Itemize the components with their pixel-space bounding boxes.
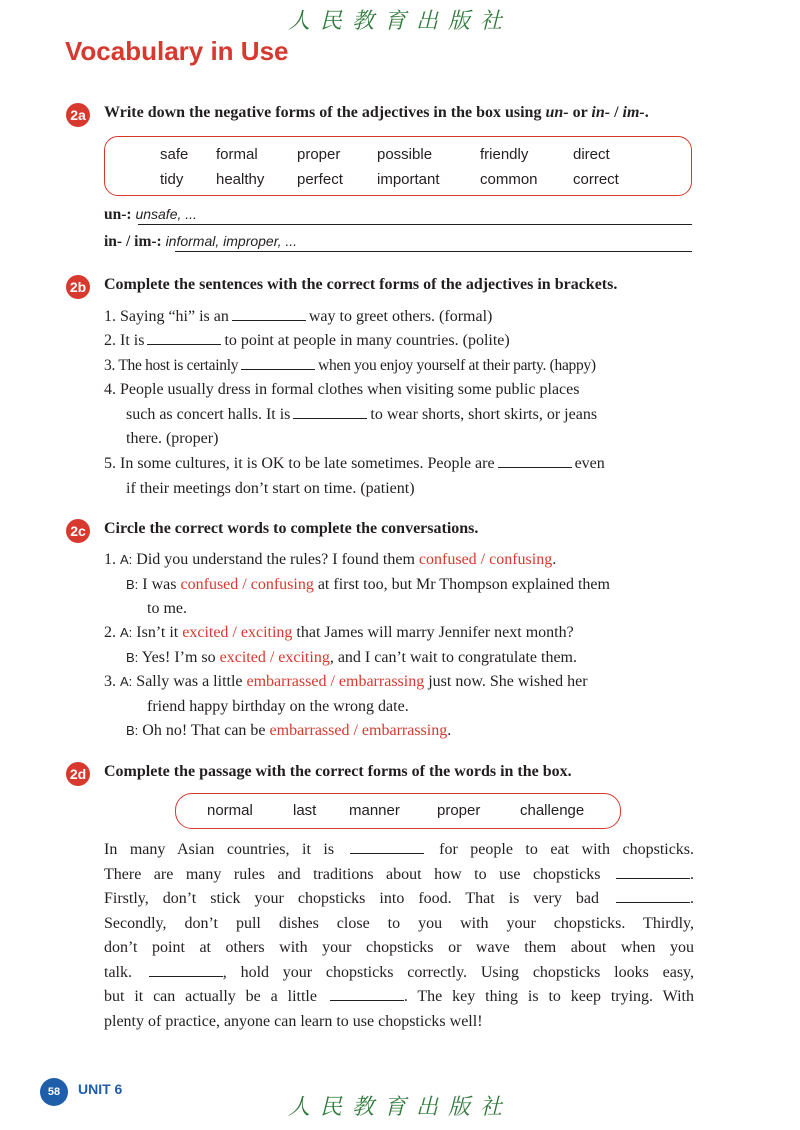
conversation-3: 3. A: Sally was a little embarrassed / embarrassing just now. She wished her friend happy birthday on the wrong date. B: Oh no! That can be embarrassed / embarrassing. <box>104 673 588 739</box>
publisher-header: 人民教育出版社 <box>287 9 512 34</box>
un-answer[interactable]: unsafe, ... <box>135 206 197 222</box>
box-word: correct <box>573 171 619 188</box>
box-word: manner <box>349 802 400 819</box>
blank[interactable] <box>147 330 221 345</box>
blank[interactable] <box>232 306 306 321</box>
choice-options[interactable]: confused / confusing <box>418 551 553 568</box>
sentence-1: 1. Saying “hi” is an way to greet others. (formal) <box>104 308 493 325</box>
sentence-5: 5. In some cultures, it is OK to be late sometimes. People are even if their meetings don’t start on time. (patient) <box>104 455 605 497</box>
in-im-answer-row: in- / im-: informal, improper, ... <box>104 233 298 250</box>
sentence-2: 2. It is to point at people in many countries. (polite) <box>104 332 510 349</box>
choice-options[interactable]: embarrassed / embarrassing <box>269 722 448 739</box>
exercise-2b-instruction: Complete the sentences with the correct forms of the adjectives in brackets. <box>104 276 618 293</box>
conversation-2: 2. A: Isn’t it excited / exciting that James will marry Jennifer next month? B: Yes! I’m so excited / exciting, and I can’t wait to congratulate them. <box>104 624 577 666</box>
exercise-badge-2b: 2b <box>66 275 90 299</box>
box-word: direct <box>573 146 610 163</box>
blank[interactable] <box>498 453 572 468</box>
blank[interactable] <box>616 888 690 903</box>
blank[interactable] <box>241 355 315 370</box>
exercise-2d-instruction: Complete the passage with the correct forms of the words in the box. <box>104 763 572 780</box>
choice-options[interactable]: excited / exciting <box>219 648 330 666</box>
exercise-2c-instruction: Circle the correct words to complete the conversations. <box>104 520 479 537</box>
blank[interactable] <box>350 839 424 854</box>
box-word: safe <box>160 146 189 163</box>
blank[interactable] <box>330 986 404 1001</box>
box-word: possible <box>377 146 433 163</box>
box-word: proper <box>297 146 341 163</box>
box-word: common <box>480 171 538 188</box>
box-word: proper <box>437 802 481 819</box>
exercise-badge-2a: 2a <box>66 103 90 127</box>
in-im-answer[interactable]: informal, improper, ... <box>165 233 298 249</box>
box-word: formal <box>216 146 258 163</box>
box-word: normal <box>207 802 253 819</box>
box-word: important <box>377 171 440 188</box>
un-answer-row: un-: unsafe, ... <box>104 206 197 223</box>
page-title: Vocabulary in Use <box>65 36 289 66</box>
unit-label: UNIT 6 <box>78 1081 123 1097</box>
blank[interactable] <box>149 962 223 977</box>
page-number: 58 <box>40 1078 68 1106</box>
sentence-3: 3. The host is certainly when you enjoy yourself at their party. (happy) <box>104 357 596 374</box>
answer-line <box>138 224 692 225</box>
blank[interactable] <box>616 864 690 879</box>
exercise-badge-2d: 2d <box>66 762 90 786</box>
choice-options[interactable]: embarrassed / embarrassing <box>246 673 425 690</box>
publisher-footer: 人民教育出版社 <box>287 1095 512 1120</box>
box-word: healthy <box>216 171 265 188</box>
choice-options[interactable]: confused / confusing <box>180 575 314 593</box>
passage: In many Asian countries, it is for people to eat with chopsticks. There are many rules and traditions about how to use chopsticks . Firstly, don’t stick your chopsticks into food. That is very bad . Secondly, don’t pull dishes close to you with your chopsticks. Thirdly, don’t point at others with your chopsticks or wave them about when you talk. , hold your chopsticks correctly. Using chopsticks looks easy, but it can actually be a little . The key thing is to keep trying. With plenty of practice, anyone can learn to use chopsticks well! <box>104 841 695 1030</box>
sentence-4: 4. People usually dress in formal clothes when visiting some public places such as concert halls. It is to wear shorts, short skirts, or jeans there. (proper) <box>104 381 598 447</box>
conversation-1: 1. A: Did you understand the rules? I found them confused / confusing. B: I was confused / confusing at first too, but Mr Thompson explained them to me. <box>104 551 610 617</box>
box-word: challenge <box>520 802 585 819</box>
answer-line <box>175 251 692 252</box>
exercise-badge-2c: 2c <box>66 519 90 543</box>
box-word: last <box>293 802 317 819</box>
box-word: perfect <box>297 171 343 188</box>
exercise-2a-instruction: Write down the negative forms of the adjectives in the box using un- or in- / im-. <box>104 104 649 121</box>
choice-options[interactable]: excited / exciting <box>182 624 293 641</box>
word-box-2d <box>175 793 621 829</box>
box-word: tidy <box>160 171 184 188</box>
blank[interactable] <box>293 404 367 419</box>
box-word: friendly <box>480 146 529 163</box>
word-box-2a <box>104 136 692 196</box>
